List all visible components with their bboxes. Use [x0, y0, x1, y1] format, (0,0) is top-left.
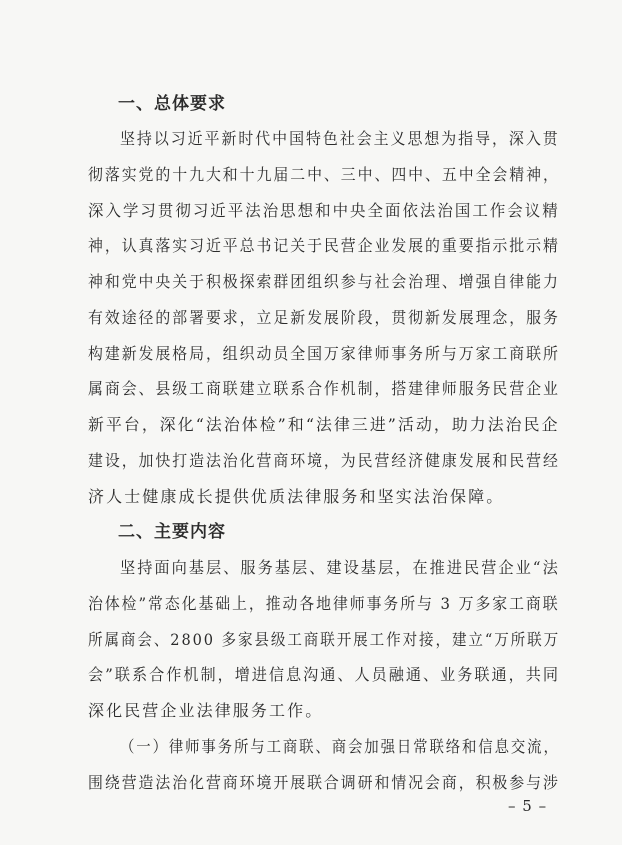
paragraph-line: 神，认真落实习近平总书记关于民营企业发展的重要指示批示精: [88, 236, 560, 255]
paragraph-line: 坚持面向基层、服务基层、建设基层，在推进民营企业“法: [120, 558, 560, 577]
paragraph-line: 新平台，深化“法治体检”和“法律三进”活动，助力法治民企: [88, 415, 560, 434]
paragraph-line: （一）律师事务所与工商联、商会加强日常联络和信息交流，: [120, 737, 560, 756]
paragraph-line: 神和党中央关于积极探索群团组织参与社会治理、增强自律能力: [88, 272, 560, 291]
page-number: – 5 –: [508, 797, 548, 815]
paragraph-line: 围绕营造法治化营商环境开展联合调研和情况会商，积极参与涉: [88, 773, 560, 792]
paragraph-line: 彻落实党的十九大和十九届二中、三中、四中、五中全会精神，: [88, 165, 560, 184]
paragraph-line: 济人士健康成长提供优质法律服务和坚实法治保障。: [88, 487, 505, 506]
paragraph-line: 深入学习贯彻习近平法治思想和中央全面依法治国工作会议精: [88, 201, 560, 220]
paragraph-line: 治体检”常态化基础上，推动各地律师事务所与 3 万多家工商联: [88, 594, 560, 613]
paragraph-line: 所属商会、2800 多家县级工商联开展工作对接，建立“万所联万: [88, 630, 561, 649]
paragraph-line: 坚持以习近平新时代中国特色社会主义思想为指导，深入贯: [120, 129, 560, 148]
section-heading-general-requirements: 一、总体要求: [118, 94, 226, 114]
paragraph-line: 构建新发展格局，组织动员全国万家律师事务所与万家工商联所: [88, 344, 560, 363]
paragraph-line: 属商会、县级工商联建立联系合作机制，搭建律师服务民营企业: [88, 379, 560, 398]
paragraph-line: 建设，加快打造法治化营商环境，为民营经济健康发展和民营经: [88, 451, 560, 470]
paragraph-line: 有效途径的部署要求，立足新发展阶段，贯彻新发展理念，服务: [88, 308, 560, 327]
paragraph-line: 会”联系合作机制，增进信息沟通、人员融通、业务联通，共同: [88, 665, 560, 684]
section-heading-main-content: 二、主要内容: [118, 522, 226, 542]
paragraph-line: 深化民营企业法律服务工作。: [88, 701, 324, 720]
